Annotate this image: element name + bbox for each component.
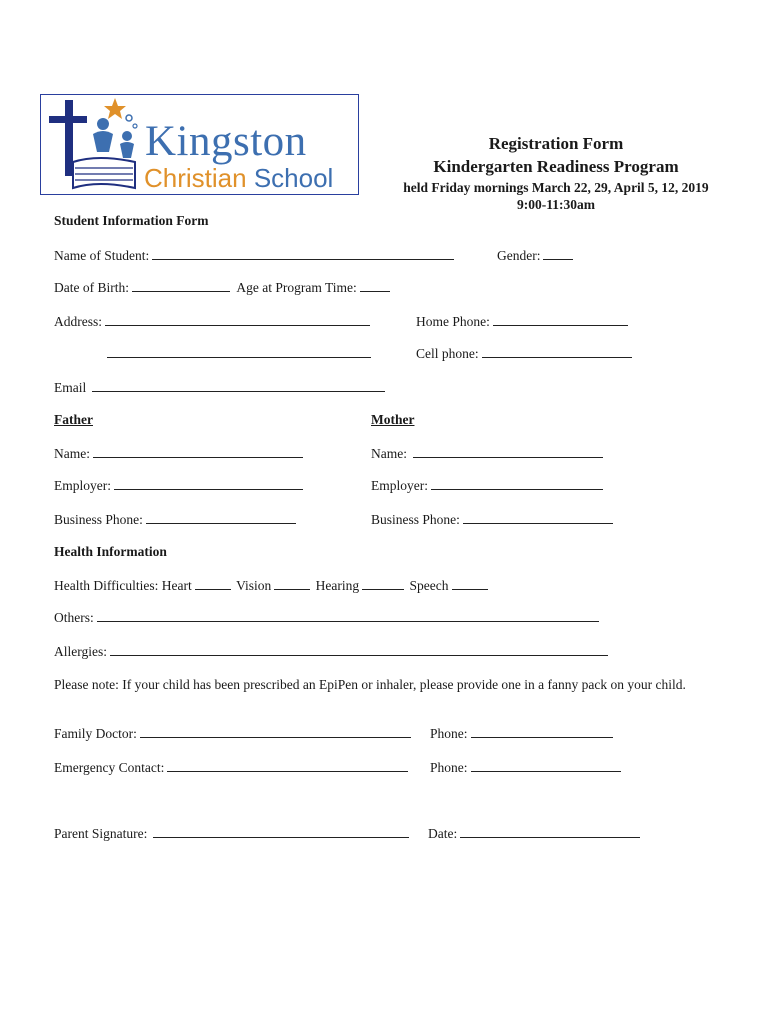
home-phone-label: Home Phone: bbox=[416, 314, 490, 329]
mother-name-label: Name: bbox=[371, 446, 407, 461]
mother-employer-field[interactable] bbox=[431, 489, 603, 490]
home-phone-field[interactable] bbox=[493, 325, 628, 326]
date-row bbox=[428, 826, 640, 842]
program-title: Kindergarten Readiness Program bbox=[433, 157, 679, 176]
allergies-label: Allergies: bbox=[54, 644, 107, 659]
father-business-phone-field[interactable] bbox=[146, 523, 296, 524]
dob-label: Date of Birth: bbox=[54, 280, 129, 295]
mother-employer-label: Employer: bbox=[371, 478, 428, 493]
home-phone-row bbox=[416, 314, 628, 330]
emergency-contact-field[interactable] bbox=[167, 771, 408, 772]
doctor-phone-row bbox=[430, 726, 613, 742]
student-name-row bbox=[54, 248, 454, 264]
email-field[interactable] bbox=[92, 391, 385, 392]
others-row bbox=[54, 610, 599, 626]
father-business-phone-row bbox=[54, 512, 296, 528]
logo-subname bbox=[144, 163, 333, 194]
health-difficulties-row bbox=[54, 578, 488, 594]
emergency-phone-label: Phone: bbox=[430, 760, 468, 775]
address-label: Address: bbox=[54, 314, 102, 329]
parent-signature-row bbox=[54, 826, 409, 842]
cell-phone-field[interactable] bbox=[482, 357, 632, 358]
speech-field[interactable] bbox=[452, 589, 488, 590]
form-title: Registration Form bbox=[488, 134, 624, 153]
family-doctor-row bbox=[54, 726, 411, 742]
allergies-row bbox=[54, 644, 608, 660]
student-section-heading: Student Information Form bbox=[54, 213, 209, 228]
hearing-label: Hearing bbox=[315, 578, 360, 593]
mother-employer-row bbox=[371, 478, 603, 494]
logo-school: School bbox=[253, 163, 334, 193]
family-doctor-field[interactable] bbox=[140, 737, 411, 738]
father-name-row bbox=[54, 446, 303, 462]
address-field-1[interactable] bbox=[105, 325, 370, 326]
address-field-2[interactable] bbox=[107, 357, 371, 358]
heart-field[interactable] bbox=[195, 589, 231, 590]
allergies-field[interactable] bbox=[110, 655, 608, 656]
address-row bbox=[54, 314, 370, 330]
doctor-phone-label: Phone: bbox=[430, 726, 468, 741]
email-label: Email bbox=[54, 380, 87, 395]
father-employer-field[interactable] bbox=[114, 489, 303, 490]
health-difficulties-label: Health Difficulties: Heart bbox=[54, 578, 192, 593]
date-label: Date: bbox=[428, 826, 458, 841]
emergency-phone-row bbox=[430, 760, 621, 776]
email-row bbox=[54, 380, 385, 396]
emergency-contact-label: Emergency Contact: bbox=[54, 760, 165, 775]
father-name-field[interactable] bbox=[93, 457, 303, 458]
student-name-field[interactable] bbox=[152, 259, 454, 260]
address-line-2 bbox=[107, 346, 371, 362]
school-logo bbox=[40, 94, 359, 195]
program-dates: held Friday mornings March 22, 29, April 5, 12, 2019 bbox=[403, 180, 709, 195]
cell-phone-row bbox=[416, 346, 632, 362]
logo-emblem-icon bbox=[43, 96, 143, 194]
mother-business-phone-row bbox=[371, 512, 613, 528]
parent-signature-label: Parent Signature: bbox=[54, 826, 148, 841]
dob-row bbox=[54, 280, 390, 296]
doctor-phone-field[interactable] bbox=[471, 737, 613, 738]
logo-christian: Christian bbox=[144, 163, 247, 193]
age-field[interactable] bbox=[360, 291, 390, 292]
student-name-label: Name of Student: bbox=[54, 248, 150, 263]
cell-phone-label: Cell phone: bbox=[416, 346, 479, 361]
hearing-field[interactable] bbox=[362, 589, 404, 590]
vision-field[interactable] bbox=[274, 589, 310, 590]
mother-name-field[interactable] bbox=[413, 457, 603, 458]
father-name-label: Name: bbox=[54, 446, 90, 461]
father-business-phone-label: Business Phone: bbox=[54, 512, 143, 527]
mother-business-phone-label: Business Phone: bbox=[371, 512, 460, 527]
program-time: 9:00-11:30am bbox=[517, 197, 595, 212]
epipen-note: Please note: If your child has been prescribed an EpiPen or inhaler, please provide one in a fanny pack on your child. bbox=[54, 677, 686, 692]
mother-name-row bbox=[371, 446, 603, 462]
father-heading: Father bbox=[54, 412, 93, 427]
emergency-contact-row bbox=[54, 760, 408, 776]
dob-field[interactable] bbox=[132, 291, 230, 292]
emergency-phone-field[interactable] bbox=[471, 771, 621, 772]
family-doctor-label: Family Doctor: bbox=[54, 726, 137, 741]
others-field[interactable] bbox=[97, 621, 599, 622]
age-label: Age at Program Time: bbox=[236, 280, 357, 295]
logo-name: Kingston bbox=[145, 118, 307, 165]
health-heading: Health Information bbox=[54, 544, 167, 559]
mother-business-phone-field[interactable] bbox=[463, 523, 613, 524]
others-label: Others: bbox=[54, 610, 94, 625]
vision-label: Vision bbox=[236, 578, 272, 593]
father-employer-row bbox=[54, 478, 303, 494]
gender-row bbox=[497, 248, 573, 264]
mother-heading: Mother bbox=[371, 412, 415, 427]
date-field[interactable] bbox=[460, 837, 640, 838]
gender-field[interactable] bbox=[543, 259, 573, 260]
gender-label: Gender: bbox=[497, 248, 541, 263]
speech-label: Speech bbox=[409, 578, 449, 593]
parent-signature-field[interactable] bbox=[153, 837, 409, 838]
father-employer-label: Employer: bbox=[54, 478, 111, 493]
